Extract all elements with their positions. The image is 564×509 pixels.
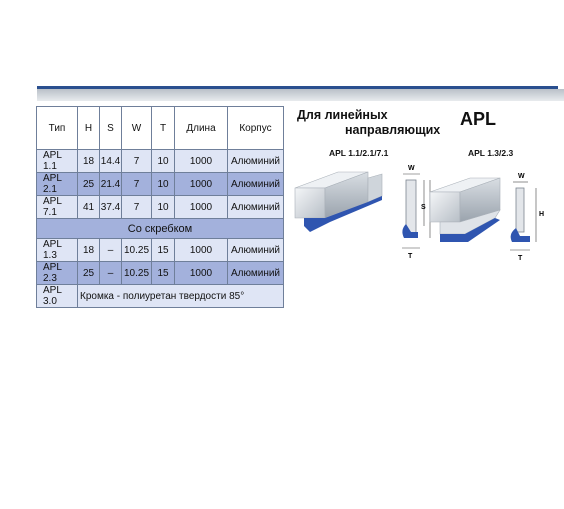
col-h: H — [78, 107, 100, 150]
note-row — [37, 285, 284, 308]
dim-w-right: W — [518, 173, 525, 180]
heading-line2: направляющих — [345, 123, 441, 137]
cell-length: 1000 — [175, 262, 228, 285]
cell-body: Алюминий — [228, 196, 284, 219]
group-label: Со скребком — [37, 219, 284, 239]
brand-title: APL — [460, 109, 496, 129]
table-row — [37, 262, 284, 285]
figure-label-right: APL 1.3/2.3 — [468, 148, 514, 158]
note-text: Кромка - полиуретан твердости 85° — [78, 285, 284, 308]
cell-s: – — [100, 239, 122, 262]
cell-w: 7 — [122, 196, 152, 219]
cell-h: 25 — [78, 262, 100, 285]
cell-s: – — [100, 262, 122, 285]
cell-type: APL 3.0 — [37, 285, 78, 308]
section-heading — [297, 108, 440, 138]
cell-s: 21.4 — [100, 173, 122, 196]
profile-3d-right — [430, 178, 500, 242]
col-type: Тип — [37, 107, 78, 150]
cell-w: 10.25 — [122, 262, 152, 285]
cell-length: 1000 — [175, 173, 228, 196]
table-row — [37, 239, 284, 262]
dim-w-left: W — [408, 165, 415, 172]
cell-h: 18 — [78, 150, 100, 173]
cell-s: 37.4 — [100, 196, 122, 219]
cell-body: Алюминий — [228, 239, 284, 262]
profile-section-left — [402, 174, 430, 248]
cell-t: 15 — [152, 239, 175, 262]
cell-body: Алюминий — [228, 262, 284, 285]
cell-length: 1000 — [175, 196, 228, 219]
cell-h: 41 — [78, 196, 100, 219]
dim-t-left: T — [408, 253, 413, 260]
spec-table — [36, 106, 284, 308]
group-row — [37, 219, 284, 239]
cell-s: 14.4 — [100, 150, 122, 173]
dim-h-right: H — [539, 211, 545, 218]
profile-section-right — [510, 182, 536, 250]
cell-length: 1000 — [175, 150, 228, 173]
cell-body: Алюминий — [228, 173, 284, 196]
cell-t: 15 — [152, 262, 175, 285]
cell-length: 1000 — [175, 239, 228, 262]
profile-3d-left — [295, 172, 382, 232]
dim-t-right: T — [518, 255, 523, 262]
table-row — [37, 196, 284, 219]
profile-illustrations — [290, 160, 560, 265]
cell-type: APL 1.3 — [37, 239, 78, 262]
table-row — [37, 150, 284, 173]
col-length: Длина — [175, 107, 228, 150]
cell-t: 10 — [152, 150, 175, 173]
cell-h: 25 — [78, 173, 100, 196]
cell-t: 10 — [152, 196, 175, 219]
figure-label-left: APL 1.1/2.1/7.1 — [329, 148, 389, 158]
cell-t: 10 — [152, 173, 175, 196]
col-body: Корпус — [228, 107, 284, 150]
cell-w: 10.25 — [122, 239, 152, 262]
col-t: T — [152, 107, 175, 150]
header-shadow-band — [37, 89, 564, 101]
col-w: W — [122, 107, 152, 150]
cell-w: 7 — [122, 173, 152, 196]
col-s: S — [100, 107, 122, 150]
heading-line1: Для линейных — [297, 108, 388, 122]
cell-type: APL 2.3 — [37, 262, 78, 285]
table-row — [37, 173, 284, 196]
dim-s-left: S — [421, 204, 426, 211]
cell-w: 7 — [122, 150, 152, 173]
cell-type: APL 7.1 — [37, 196, 78, 219]
cell-body: Алюминий — [228, 150, 284, 173]
cell-type: APL 1.1 — [37, 150, 78, 173]
cell-h: 18 — [78, 239, 100, 262]
cell-type: APL 2.1 — [37, 173, 78, 196]
